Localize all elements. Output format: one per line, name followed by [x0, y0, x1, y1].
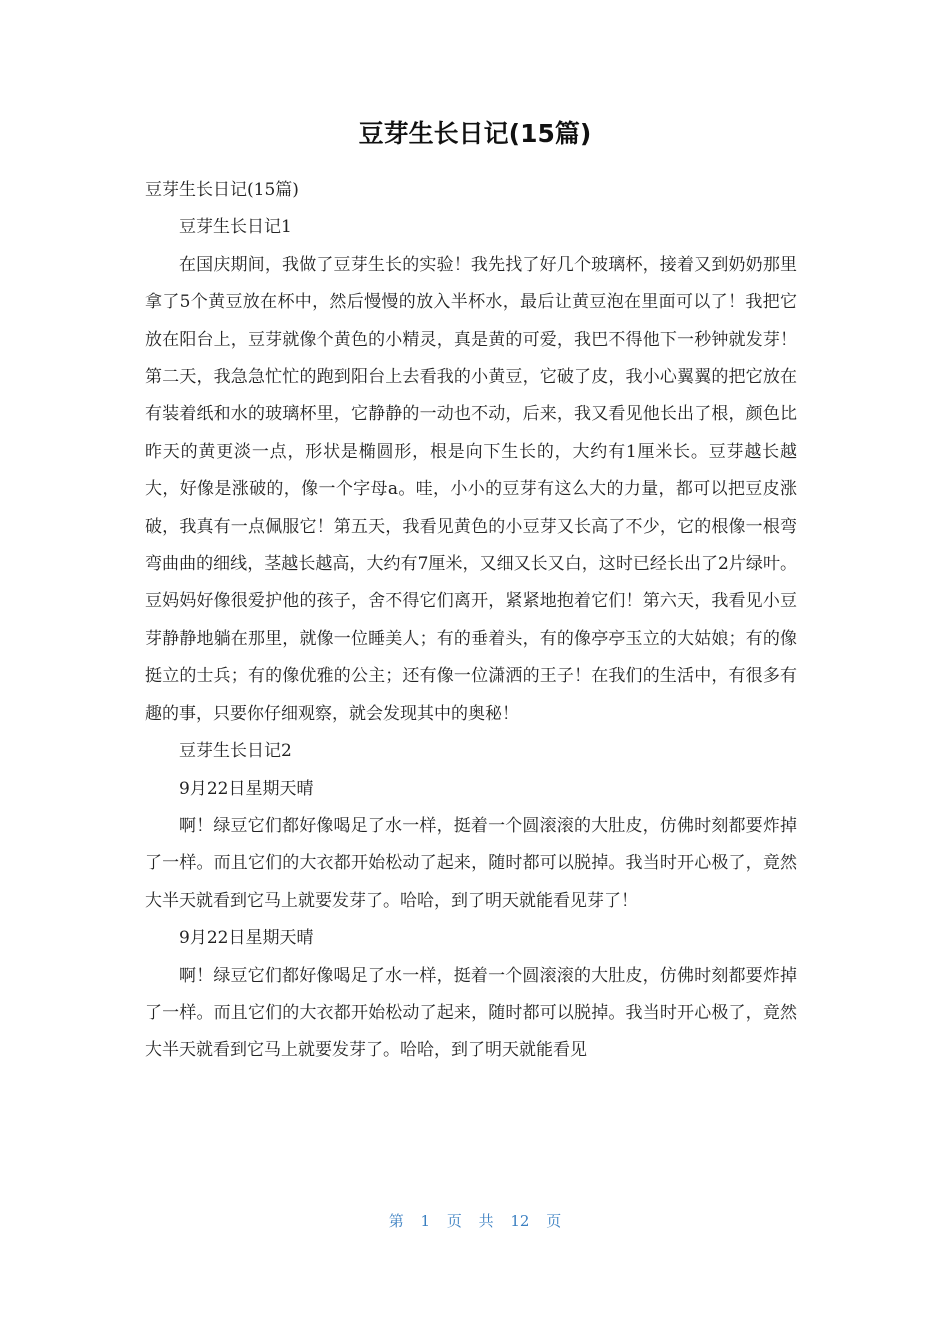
paragraph-diary-1: 在国庆期间，我做了豆芽生长的实验！我先找了好几个玻璃杯，接着又到奶奶那里拿了5个黄豆放在杯中，然后慢慢的放入半杯水，最后让黄豆泡在里面可以了！我把它放在阳台上，豆芽就像个黄色的小精灵，真是黄的可爱，我巴不得他下一秒钟就发芽！第二天，我急急忙忙的跑到阳台上去看我的小黄豆，它破了皮，我小心翼翼的把它放在有装着纸和水的玻璃杯里，它静静的一动也不动，后来，我又看见他长出了根，颜色比昨天的黄更淡一点，形状是椭圆形，根是向下生长的，大约有1厘米长。豆芽越长越大，好像是涨破的，像一个字母a。哇，小小的豆芽有这么大的力量，都可以把豆皮涨破，我真有一点佩服它！第五天，我看见黄色的小豆芽又长高了不少，它的根像一根弯弯曲曲的细线，茎越长越高，大约有7厘米，又细又长又白，这时已经长出了2片绿叶。豆妈妈好像很爱护他的孩子，舍不得它们离开，紧紧地抱着它们！第六天，我看见小豆芽静静地躺在那里，就像一位睡美人；有的垂着头，有的像亭亭玉立的大姑娘；有的像挺立的士兵；有的像优雅的公主；还有像一位潇洒的王子！在我们的生活中，有很多有趣的事，只要你仔细观察，就会发现其中的奥秘！	[145, 254, 797, 724]
document-title: 豆芽生长日记(15篇)	[358, 119, 592, 148]
paragraph-date-1: 9月22日星期天晴	[179, 778, 314, 799]
document-body	[145, 172, 797, 1070]
paragraph-date-2: 9月22日星期天晴	[179, 928, 314, 949]
page-number-footer: 第 1 页 共 12 页	[388, 1212, 562, 1230]
paragraph-subtitle: 豆芽生长日记(15篇)	[145, 180, 299, 200]
paragraph-heading-1: 豆芽生长日记1	[179, 217, 292, 238]
paragraph-heading-2: 豆芽生长日记2	[179, 741, 292, 762]
paragraph-diary-2b: 啊！绿豆它们都好像喝足了水一样，挺着一个圆滚滚的大肚皮，仿佛时刻都要炸掉了一样。而且它们的大衣都开始松动了起来，随时都可以脱掉。我当时开心极了，竟然大半天就看到它马上就要发芽了。哈哈，到了明天就能看见	[145, 965, 797, 1061]
paragraph-diary-2a: 啊！绿豆它们都好像喝足了水一样，挺着一个圆滚滚的大肚皮，仿佛时刻都要炸掉了一样。而且它们的大衣都开始松动了起来，随时都可以脱掉。我当时开心极了，竟然大半天就看到它马上就要发芽了。哈哈，到了明天就能看见芽了！	[145, 815, 797, 911]
